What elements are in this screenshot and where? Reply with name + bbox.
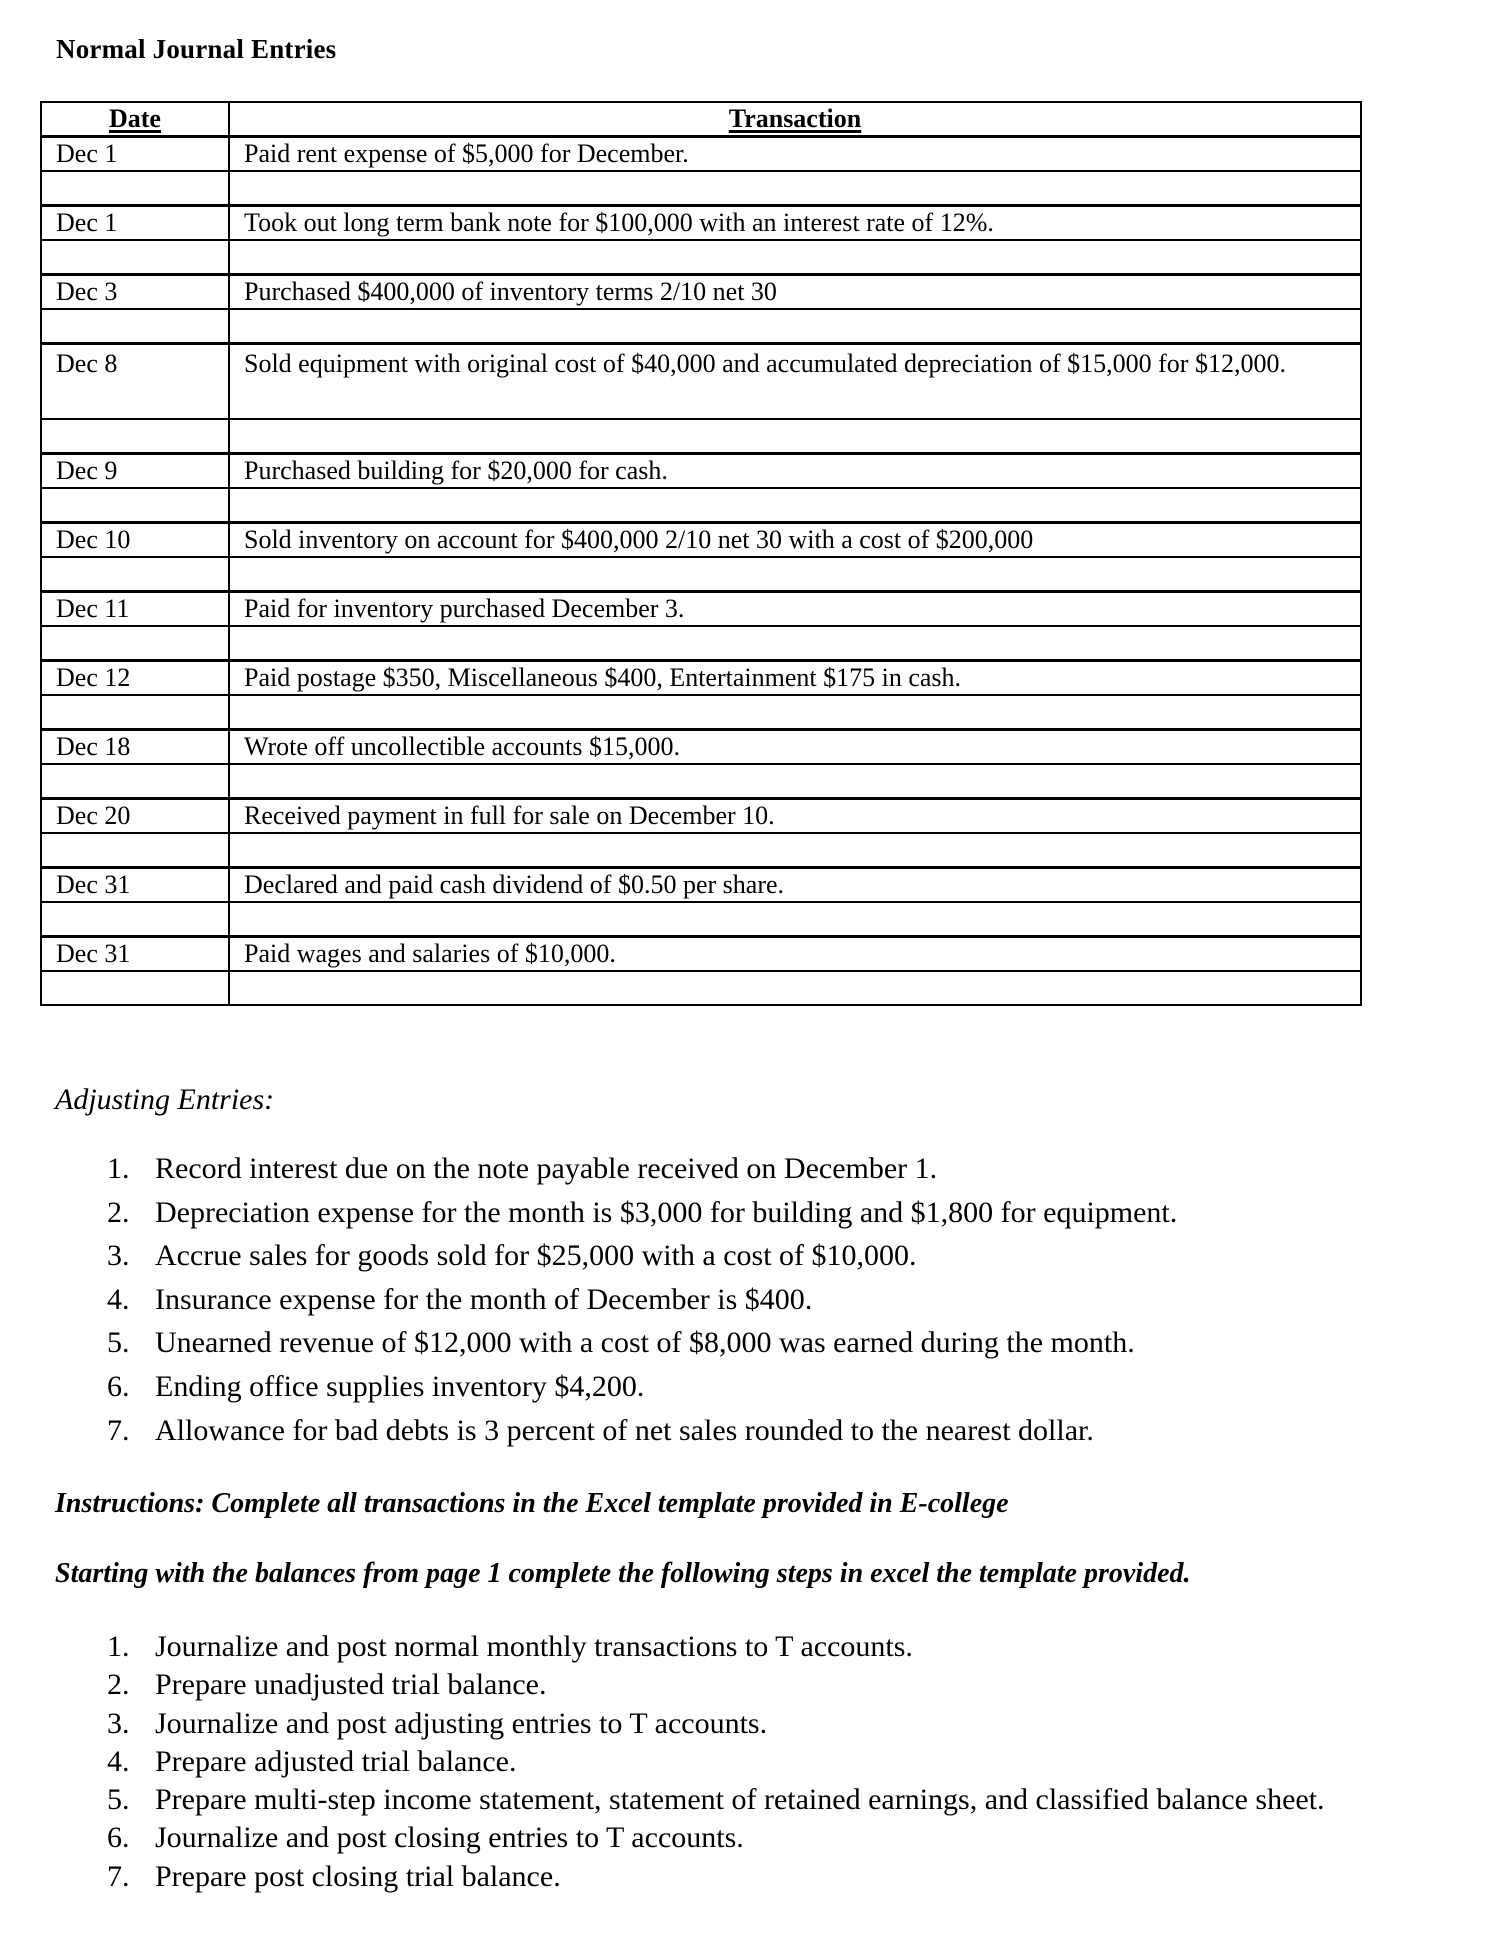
row-date: Dec 12 — [41, 661, 229, 696]
row-transaction: Sold equipment with original cost of $40,000 and accumulated depreciation of $15,000 for $12,000. — [229, 344, 1361, 420]
row-date: Dec 18 — [41, 730, 229, 765]
item-text: Prepare multi-step income statement, statement of retained earnings, and classified balance sheet. — [155, 1783, 1325, 1817]
blank-row — [41, 171, 1361, 206]
item-number: 6. — [107, 1821, 130, 1855]
blank-cell — [229, 764, 1361, 799]
row-date: Dec 8 — [41, 344, 229, 420]
item-text: Prepare adjusted trial balance. — [155, 1744, 517, 1778]
blank-cell — [229, 902, 1361, 937]
blank-row — [41, 695, 1361, 730]
table-row — [41, 275, 1361, 310]
table-row — [41, 661, 1361, 696]
blank-cell — [41, 419, 229, 454]
table-row — [41, 137, 1361, 172]
blank-cell — [41, 557, 229, 592]
row-date: Dec 3 — [41, 275, 229, 310]
instructions-line: Instructions: Complete all transactions in the Excel template provided in E-college — [55, 1488, 1009, 1519]
table-header-row — [41, 102, 1361, 137]
table-row — [41, 730, 1361, 765]
row-transaction: Paid for inventory purchased December 3. — [229, 592, 1361, 627]
table-row — [41, 454, 1361, 489]
item-number: 6. — [107, 1369, 130, 1403]
row-date: Dec 20 — [41, 799, 229, 834]
item-text: Prepare unadjusted trial balance. — [155, 1668, 547, 1702]
row-transaction: Purchased $400,000 of inventory terms 2/10 net 30 — [229, 275, 1361, 310]
blank-cell — [229, 626, 1361, 661]
row-date: Dec 11 — [41, 592, 229, 627]
row-date: Dec 1 — [41, 137, 229, 172]
item-number: 7. — [107, 1413, 130, 1447]
item-number: 4. — [107, 1744, 130, 1778]
item-text: Accrue sales for goods sold for $25,000 with a cost of $10,000. — [155, 1239, 917, 1273]
blank-cell — [41, 833, 229, 868]
blank-cell — [41, 695, 229, 730]
row-transaction: Paid wages and salaries of $10,000. — [229, 937, 1361, 972]
row-date: Dec 10 — [41, 523, 229, 558]
item-text: Journalize and post normal monthly transactions to T accounts. — [155, 1630, 913, 1663]
blank-cell — [41, 902, 229, 937]
blank-cell — [41, 764, 229, 799]
blank-cell — [41, 488, 229, 523]
item-text: Prepare post closing trial balance. — [155, 1859, 561, 1893]
item-number: 5. — [107, 1783, 130, 1817]
blank-row — [41, 419, 1361, 454]
table-row — [41, 937, 1361, 972]
row-transaction: Paid rent expense of $5,000 for December. — [229, 137, 1361, 172]
page-title: Normal Journal Entries — [56, 34, 337, 64]
blank-row — [41, 488, 1361, 523]
row-transaction: Paid postage $350, Miscellaneous $400, Entertainment $175 in cash. — [229, 661, 1361, 696]
item-text: Record interest due on the note payable received on December 1. — [155, 1152, 938, 1185]
blank-row — [41, 971, 1361, 1005]
table-row — [41, 799, 1361, 834]
row-date: Dec 31 — [41, 937, 229, 972]
item-number: 2. — [107, 1195, 130, 1229]
row-transaction: Took out long term bank note for $100,000 with an interest rate of 12%. — [229, 206, 1361, 241]
item-text: Ending office supplies inventory $4,200. — [155, 1369, 645, 1403]
date-column-header: Date — [41, 102, 229, 137]
table-row — [41, 206, 1361, 241]
item-number: 3. — [107, 1239, 130, 1273]
item-number: 1. — [107, 1152, 130, 1185]
blank-cell — [41, 971, 229, 1005]
blank-cell — [41, 309, 229, 344]
blank-row — [41, 626, 1361, 661]
row-transaction: Sold inventory on account for $400,000 2/10 net 30 with a cost of $200,000 — [229, 523, 1361, 558]
item-number: 1. — [107, 1630, 130, 1663]
blank-cell — [229, 419, 1361, 454]
adjusting-entries-heading: Adjusting Entries: — [55, 1083, 275, 1116]
blank-cell — [229, 695, 1361, 730]
item-number: 7. — [107, 1859, 130, 1893]
blank-cell — [229, 488, 1361, 523]
blank-cell — [229, 240, 1361, 275]
item-text: Depreciation expense for the month is $3,000 for building and $1,800 for equipment. — [155, 1195, 1178, 1229]
blank-row — [41, 309, 1361, 344]
item-text: Unearned revenue of $12,000 with a cost of $8,000 was earned during the month. — [155, 1326, 1135, 1360]
table-row — [41, 868, 1361, 903]
item-text: Journalize and post adjusting entries to T accounts. — [155, 1706, 768, 1740]
blank-cell — [229, 171, 1361, 206]
blank-cell — [229, 971, 1361, 1005]
row-transaction: Declared and paid cash dividend of $0.50 per share. — [229, 868, 1361, 903]
blank-row — [41, 557, 1361, 592]
journal-entries-table — [40, 101, 1362, 1006]
row-date: Dec 31 — [41, 868, 229, 903]
transaction-column-header: Transaction — [229, 102, 1361, 137]
item-number: 4. — [107, 1282, 130, 1316]
item-text: Journalize and post closing entries to T accounts. — [155, 1821, 744, 1855]
blank-row — [41, 764, 1361, 799]
row-date: Dec 1 — [41, 206, 229, 241]
starting-balances-line: Starting with the balances from page 1 complete the following steps in excel the template provided. — [55, 1558, 1191, 1589]
blank-cell — [41, 240, 229, 275]
row-transaction: Received payment in full for sale on December 10. — [229, 799, 1361, 834]
item-number: 3. — [107, 1706, 130, 1740]
row-transaction: Wrote off uncollectible accounts $15,000. — [229, 730, 1361, 765]
table-row — [41, 344, 1361, 420]
blank-row — [41, 833, 1361, 868]
item-number: 5. — [107, 1326, 130, 1360]
blank-cell — [229, 557, 1361, 592]
row-transaction: Purchased building for $20,000 for cash. — [229, 454, 1361, 489]
item-text: Insurance expense for the month of December is $400. — [155, 1282, 813, 1316]
blank-cell — [229, 833, 1361, 868]
table-row — [41, 523, 1361, 558]
blank-cell — [229, 309, 1361, 344]
blank-row — [41, 902, 1361, 937]
blank-row — [41, 240, 1361, 275]
blank-cell — [41, 171, 229, 206]
row-date: Dec 9 — [41, 454, 229, 489]
item-text: Allowance for bad debts is 3 percent of net sales rounded to the nearest dollar. — [155, 1413, 1094, 1447]
item-number: 2. — [107, 1668, 130, 1702]
table-row — [41, 592, 1361, 627]
blank-cell — [41, 626, 229, 661]
